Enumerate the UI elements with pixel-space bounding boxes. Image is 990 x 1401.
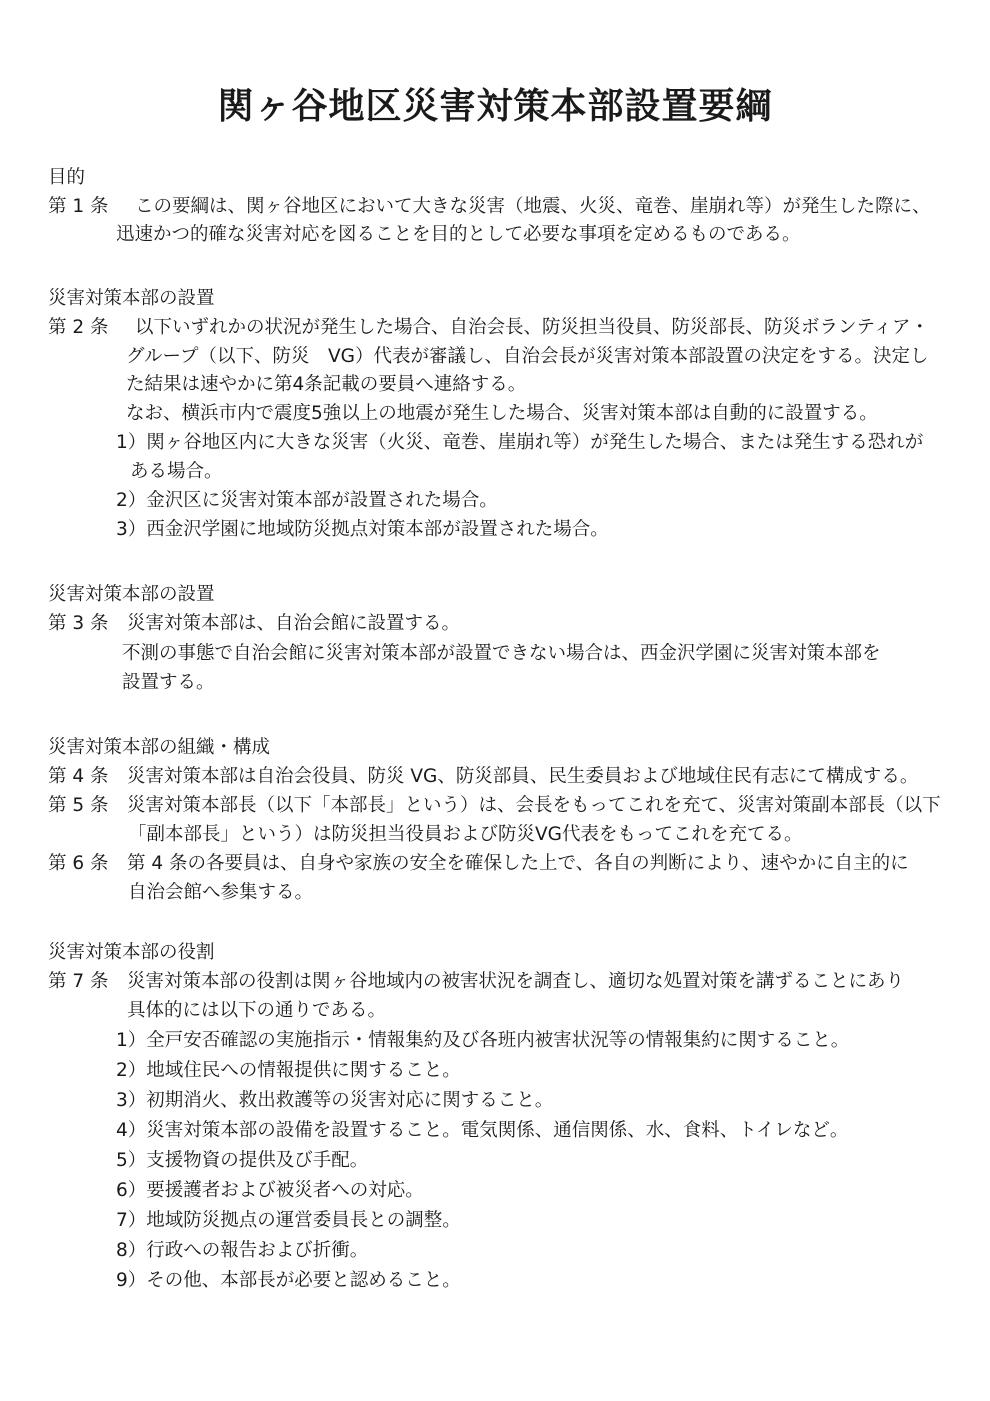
article-7-line: 具体的には以下の通りである。	[127, 1000, 387, 1021]
section-heading-organization: 災害対策本部の組織・構成	[48, 737, 271, 758]
article-1-number: 第 1 条	[48, 196, 109, 217]
section-heading-establishment: 災害対策本部の設置	[48, 288, 215, 309]
article-2-line: た結果は速やかに第4条記載の要員へ連絡する。	[126, 374, 527, 395]
section-heading-purpose: 目的	[48, 167, 86, 188]
article-1-line: この要綱は、関ヶ谷地区において大きな災害（地震、火災、竜巻、崖崩れ等）が発生した際に、	[135, 196, 931, 217]
article-2-line: グループ（以下、防災 VG）代表が審議し、自治会長が災害対策本部設置の決定をする。決定し	[126, 346, 929, 367]
article-7-line: 災害対策本部の役割は関ヶ谷地域内の被害状況を調査し、適切な処置対策を講ずることにあり	[127, 971, 905, 992]
article-3-number: 第 3 条	[48, 613, 109, 634]
article-3-line: 災害対策本部は、自治会館に設置する。	[127, 613, 461, 634]
article-7-item: 3）初期消火、救出救護等の災害対応に関すること。	[116, 1090, 554, 1111]
article-7-item: 5）支援物資の提供及び手配。	[116, 1150, 369, 1171]
document-title: 関ヶ谷地区災害対策本部設置要綱	[217, 86, 773, 127]
article-2-item: ある場合。	[130, 461, 223, 482]
article-5-line: 災害対策本部長（以下「本部長」という）は、会長をもってこれを充て、災害対策副本部長（以下	[127, 795, 941, 816]
article-2-item: 3）西金沢学園に地域防災拠点対策本部が設置された場合。	[116, 519, 609, 540]
article-3-line: 不測の事態で自治会館に災害対策本部が設置できない場合は、西金沢学園に災害対策本部を	[122, 643, 881, 664]
section-heading-roles: 災害対策本部の役割	[48, 942, 215, 963]
article-7-item: 1）全戸安否確認の実施指示・情報集約及び各班内被害状況等の情報集約に関すること。	[116, 1030, 850, 1051]
article-2-line: 以下いずれかの状況が発生した場合、自治会長、防災担当役員、防災部長、防災ボランティア・	[135, 317, 930, 338]
section-heading-location: 災害対策本部の設置	[48, 584, 215, 605]
article-7-item: 2）地域住民への情報提供に関すること。	[116, 1060, 461, 1081]
article-6-number: 第 6 条	[48, 853, 109, 874]
article-7-item: 4）災害対策本部の設備を設置すること。電気関係、通信関係、水、食料、トイレなど。	[116, 1120, 849, 1141]
article-5-number: 第 5 条	[48, 795, 109, 816]
article-2-line: なお、横浜市内で震度5強以上の地震が発生した場合、災害対策本部は自動的に設置する。	[126, 403, 878, 424]
article-1-line: 迅速かつ的確な災害対応を図ることを目的として必要な事項を定めるものである。	[116, 224, 801, 245]
article-6-line: 自治会館へ参集する。	[128, 882, 314, 903]
article-7-item: 6）要援護者および被災者への対応。	[116, 1180, 424, 1201]
article-2-item: 2）金沢区に災害対策本部が設置された場合。	[116, 490, 498, 511]
article-7-item: 7）地域防災拠点の運営委員長との調整。	[116, 1210, 461, 1231]
article-5-line: 「副本部長」という）は防災担当役員および防災VG代表をもってこれを充てる。	[128, 824, 803, 845]
article-4-line: 災害対策本部は自治会役員、防災 VG、防災部員、民生委員および地域住民有志にて構成する。	[127, 766, 919, 787]
article-3-line: 設置する。	[122, 672, 215, 693]
article-2-item: 1）関ヶ谷地区内に大きな災害（火災、竜巻、崖崩れ等）が発生した場合、または発生する恐れが	[116, 432, 924, 453]
article-7-item: 9）その他、本部長が必要と認めること。	[116, 1270, 461, 1291]
article-2-number: 第 2 条	[48, 317, 109, 338]
article-7-number: 第 7 条	[48, 971, 109, 992]
article-6-line: 第 4 条の各要員は、自身や家族の安全を確保した上で、各自の判断により、速やかに自主的に	[127, 853, 909, 874]
article-4-number: 第 4 条	[48, 766, 109, 787]
article-7-item: 8）行政への報告および折衝。	[116, 1240, 369, 1261]
